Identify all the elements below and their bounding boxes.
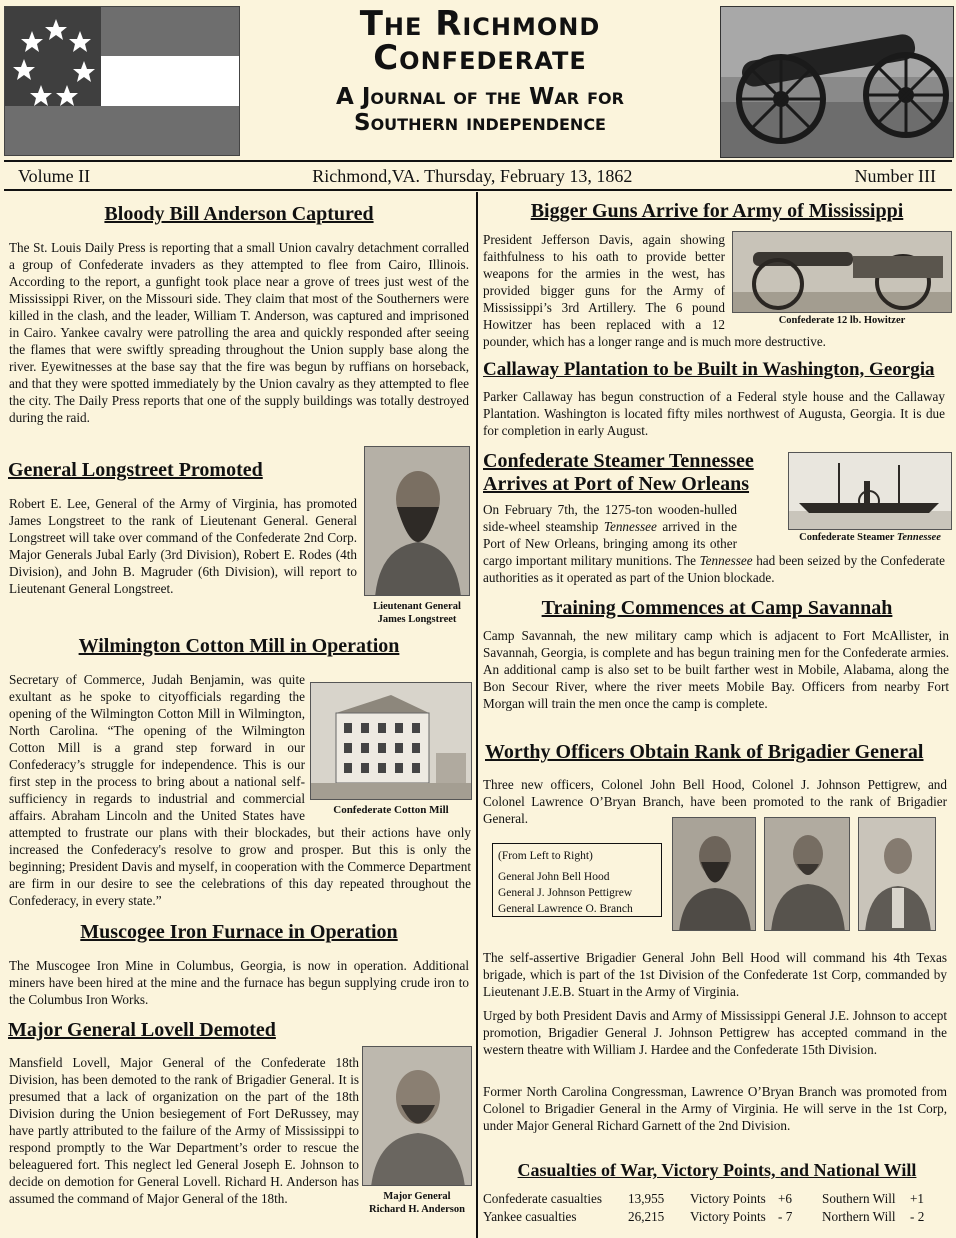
masthead-subtitle-line1: A Journal of the War for — [336, 84, 624, 110]
issue-number: Number III — [854, 166, 936, 186]
row-label: Yankee casualties — [483, 1209, 577, 1224]
masthead-title-line2: Confederate — [373, 38, 587, 78]
row-vp: - 7 — [778, 1209, 793, 1224]
row-vp: +6 — [778, 1191, 793, 1206]
cotton-mill-caption: Confederate Cotton Mill — [333, 804, 449, 816]
lovell-body: Mansfield Lovell, Major General of the Confederate 18th Division, has been demoted to the rank of Brigadier General. It is presumed that a lack of organization on the part of the 18th Division during the Union besiegement of Fort DeRussey, may have partly attributed to the failure of the Army of Mississippi to respond promptly to the War Department’s order to rescue the beleaguered fort. This neglect led General Joseph E. Johnson to decide on demotion for General Lovell. Richard H. Anderson has assumed the command of Major General of the 18th. — [9, 1055, 359, 1206]
iron-furnace-headline: Muscogee Iron Furnace in Operation — [80, 921, 398, 943]
longstreet-caption-rank: Lieutenant General — [373, 601, 461, 612]
masthead-rule — [4, 160, 952, 162]
steamer-body-part2: arrived in the Port of New Orleans, bringing among its other cargo important military munitions. The — [483, 519, 737, 568]
lovell-headline: Major General Lovell Demoted — [8, 1019, 276, 1041]
longstreet-caption — [364, 600, 470, 626]
confederate-flag-image — [4, 6, 240, 156]
row-label: Confederate casualties — [483, 1191, 602, 1206]
steamer-body-part1: On February 7th, the 1275-ton wooden-hulled side-wheel steamship — [483, 502, 737, 534]
dateline — [18, 166, 936, 187]
callaway-body: Parker Callaway has begun construction of a Federal style house and the Callaway Plantation. Washington is located fifty miles northwest of Augusta, Georgia. It is due for completion in early August. — [483, 389, 945, 438]
savannah-body: Camp Savannah, the new military camp which is adjacent to Fort McAllister, in Savannah, Georgia, is complete and has begun training men for the Confederate armies. An additional camp is also set to be built farther west in Mobile, Alabama, along the Bon Secour River, where the river meets Mobile Bay. Officers from nearby Fort Morgan will train the men once the camp is complete. — [483, 628, 949, 711]
steamer-float-spacer — [737, 501, 945, 551]
cannon-icon — [721, 7, 954, 158]
dateline-rule — [4, 189, 952, 191]
pettigrew-portrait — [764, 817, 850, 931]
brigadiers-para-pettigrew: Urged by both President Davis and Army of Mississippi General J.E. Johnson to accept promotion, Brigadier General J. Johnson Pettigrew has accepted command in the western theatre with William J. Hardee and the Confederate 15th Division. — [483, 1008, 947, 1057]
cotton-mill-body: Secretary of Commerce, Judah Benjamin, was quite exultant as he spoke to cityofficials regarding the opening of the Wilmington Cotton Mill in Wilmington, North Carolina. “The opening of the Wilmington Cotton Mill is a grand step forward in our Confederacy’s struggle for independence. This is our first step in the process to bring about a national self-sufficiency in regards to industrial and commercial affairs. Abraham Lincoln and the United States have attempted to frustrate our plans with their blockades, but their actions have only increased the Confederacy's resolve to grow and prosper. But this is only the beginning; President Davis and myself, in cooperation with the Commerce Department are firm in our desire to see the celebrations of this day repeated throughout the Confederacy, in every state.” — [9, 672, 471, 908]
savannah-headline: Training Commences at Camp Savannah — [541, 597, 893, 619]
guns-text-area — [483, 231, 951, 350]
cotton-mill-headline: Wilmington Cotton Mill in Operation — [78, 635, 400, 657]
portrait-icon — [765, 818, 850, 931]
portrait-icon — [859, 818, 936, 931]
anderson-body: The St. Louis Daily Press is reporting that a small Union cavalry detachment corralled a group of Confederate invaders as they attempted to flee from Cairo, Illinois. According to the report, a gunfight took place near a grove of trees just west of the Mississippi River, on the Missouri side. They claim that most of the Southerners were killed in the clash, and the leader, William T. Anderson, was captured and imprisoned in Cairo. Yankee cavalry were patrolling the area and quickly responded after seeing the flames that were swiftly spreading throughout the Union supply base along the river. Eyewitnesses at the base say that the fire was begun by ruffians on horseback, and that they were spotted immediately by the Union cavalry as they attempted to flee the city. The Daily Press reports that one of the supply buildings was totally destroyed during the raid. — [9, 240, 469, 425]
cotton-mill-text-area — [9, 671, 471, 909]
legend-name-hood: General John Bell Hood — [498, 871, 610, 883]
masthead-subtitle-line2: Southern independence — [354, 110, 606, 136]
casualties-headline: Casualties of War, Victory Points, and National Will — [517, 1160, 917, 1180]
guns-headline: Bigger Guns Arrive for Army of Mississippi — [530, 200, 904, 222]
casualties-row-confederate — [483, 1190, 953, 1208]
portrait-icon — [673, 818, 756, 931]
column-rule — [476, 192, 478, 1238]
portrait-icon — [365, 447, 470, 596]
row-vp-label: Victory Points — [690, 1191, 766, 1206]
row-will: - 2 — [910, 1209, 925, 1224]
hood-portrait — [672, 817, 756, 931]
legend-title: (From Left to Right) — [498, 850, 593, 862]
officers-legend-box — [492, 843, 662, 917]
steamer-text-area — [483, 501, 945, 586]
anderson-caption-name: Richard H. Anderson — [369, 1204, 465, 1215]
casualties-table — [483, 1190, 953, 1226]
row-count: 13,955 — [628, 1191, 665, 1206]
steamer-body-part3: had been seized by the Confederate authorities as it operated as part of the Union blockade. — [483, 553, 945, 585]
steamer-headline — [483, 450, 783, 496]
brigadiers-headline: Worthy Officers Obtain Rank of Brigadier General — [485, 741, 924, 763]
legend-name-branch: General Lawrence O. Branch — [498, 903, 633, 915]
cannon-photo — [720, 6, 954, 158]
steamer-ship-name: Tennessee — [603, 519, 657, 534]
anderson-caption — [362, 1190, 472, 1216]
brigadiers-para-hood: The self-assertive Brigadier General John Bell Hood will command his 4th Texas brigade, which is part of the 1st Division of the Confederate 1st Corp, commanded by Lieutenant J.E.B. Stuart in the Army of Virginia. — [483, 950, 947, 999]
flag-icon — [5, 7, 239, 155]
steamer-caption-ship: Tennessee — [896, 532, 941, 543]
longstreet-headline: General Longstreet Promoted — [8, 459, 263, 481]
longstreet-body: Robert E. Lee, General of the Army of Virginia, has promoted James Longstreet to the rank of Lieutenant General. General Longstreet will take over command of the Confederate 2nd Corp. Major Generals Jubal Early (3rd Division), Robert E. Rodes (4th Division), and John B. Magruder (6th Division), will report to Lieutenant General Longstreet. — [9, 496, 357, 596]
anderson-caption-rank: Major General — [383, 1191, 451, 1202]
anderson-headline: Bloody Bill Anderson Captured — [104, 203, 374, 225]
place-date: Richmond,VA. Thursday, February 13, 1862 — [312, 166, 633, 186]
brigadiers-para-branch: Former North Carolina Congressman, Lawrence O’Bryan Branch was promoted from Colonel to Brigadier General in the Army of Virginia. He will serve in the 1st Corp, under Major General Richard Garnett of the 2nd Division. — [483, 1084, 947, 1133]
longstreet-portrait — [364, 446, 470, 596]
legend-name-pettigrew: General J. Johnson Pettigrew — [498, 887, 633, 899]
iron-furnace-body: The Muscogee Iron Mine in Columbus, Georgia, is now in operation. Additional miners have been hired at the mine and the furnace has begun supplying crude iron to the Columbus Iron Works. — [9, 958, 469, 1007]
steamer-caption-prefix: Confederate Steamer — [799, 532, 897, 543]
row-will-label: Northern Will — [822, 1209, 896, 1224]
steamer-headline-line2: Arrives at Port of New Orleans — [483, 473, 750, 495]
branch-portrait — [858, 817, 936, 931]
casualties-row-yankee — [483, 1208, 953, 1226]
row-will-label: Southern Will — [822, 1191, 896, 1206]
row-count: 26,215 — [628, 1209, 665, 1224]
guns-body: President Jefferson Davis, again showing faithfulness to his oath to provide better weapons for the armies in the west, has provided bigger guns for the Army of Mississippi’s 3rd Artillery. The 6 pound Howitzer has been replaced with a 12 pounder, which has a longer range and is much more destructive. — [483, 232, 826, 349]
callaway-headline: Callaway Plantation to be Built in Washington, Georgia — [483, 359, 935, 380]
anderson-portrait — [362, 1046, 472, 1186]
longstreet-caption-name: James Longstreet — [377, 614, 457, 625]
volume-label: Volume II — [18, 166, 91, 186]
cotton-mill-float-spacer — [305, 671, 471, 811]
steamer-headline-line1: Confederate Steamer Tennessee — [483, 450, 754, 472]
howitzer-caption: Confederate 12 lb. Howitzer — [778, 315, 906, 326]
brigadiers-intro: Three new officers, Colonel John Bell Hood, Colonel J. Johnson Pettigrew, and Colonel Lawrence O’Bryan Branch, have been promoted to the rank of Brigadier General. — [483, 777, 947, 826]
portrait-icon — [363, 1047, 472, 1186]
steamer-ship-name-2: Tennessee — [699, 553, 753, 568]
row-will: +1 — [910, 1191, 925, 1206]
row-vp-label: Victory Points — [690, 1209, 766, 1224]
masthead-title-line1: The Richmond — [359, 4, 601, 44]
